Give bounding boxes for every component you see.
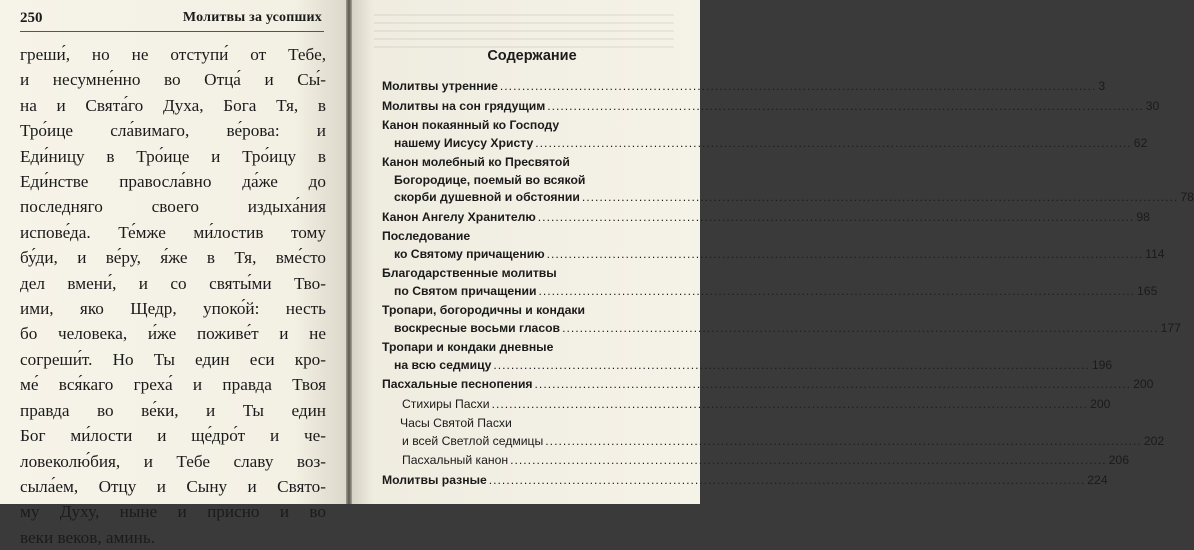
toc-page-number: 200 bbox=[1133, 377, 1154, 391]
leader-dots bbox=[547, 98, 1144, 116]
left-page bbox=[0, 0, 346, 547]
text-line: дел вмени́, и со святы́ми Тво- bbox=[20, 273, 326, 293]
toc-entry bbox=[382, 415, 1165, 450]
leader-dots bbox=[562, 320, 1159, 338]
toc-entry-title: скорби душевной и обстоянии bbox=[394, 190, 580, 204]
prayer-text bbox=[20, 42, 326, 550]
leader-dots bbox=[535, 135, 1132, 153]
text-line: ме́ вся́каго греха́ и правда Твоя bbox=[20, 375, 326, 395]
toc-entry bbox=[382, 376, 1154, 394]
page-number: 250 bbox=[20, 10, 43, 26]
text-line: ловеколю́бия, и Тебе славу воз- bbox=[20, 451, 326, 471]
toc-page-number: 224 bbox=[1087, 472, 1108, 487]
leader-dots bbox=[535, 376, 1132, 394]
toc-page-number: 3 bbox=[1098, 79, 1106, 93]
toc-entry-title: Молитвы разные bbox=[382, 472, 487, 487]
toc-entries bbox=[382, 78, 1194, 489]
toc-entry-title: и всей Светлой седмицы bbox=[402, 433, 544, 448]
text-line: Тро́ице сла́вимаго, ве́рова: и bbox=[20, 121, 326, 141]
toc-entry-title: Тропари и кондаки дневные bbox=[382, 340, 554, 354]
text-line: бо человека, и́же поживе́т и не bbox=[20, 324, 326, 344]
toc-page-number: 177 bbox=[1160, 320, 1181, 335]
toc-entry-title: Последование bbox=[382, 229, 471, 243]
toc-entry bbox=[382, 472, 1108, 490]
text-line: испове́да. Те́мже ми́лостив тому bbox=[20, 222, 326, 242]
leader-dots bbox=[545, 433, 1142, 451]
toc-entry-title: Пасхальный канон bbox=[402, 453, 509, 467]
toc-entry-title: Стихиры Пасхи bbox=[402, 396, 490, 411]
text-line: последняго своего издыха́ния bbox=[20, 197, 326, 217]
text-line: веки веков, аминь. bbox=[20, 527, 155, 547]
toc-entry bbox=[382, 98, 1160, 116]
toc-entry-title: нашему Иисусу Христу bbox=[394, 135, 534, 150]
leader-dots bbox=[493, 357, 1090, 375]
text-line: Еди́ницу в Тро́ице и Тро́ицу в bbox=[20, 146, 326, 166]
table-of-contents bbox=[382, 48, 1194, 491]
toc-page-number: 196 bbox=[1091, 357, 1113, 372]
toc-entry-title: Благодарственные молитвы bbox=[382, 266, 557, 280]
toc-entry-title: по Святом причащении bbox=[394, 283, 537, 298]
text-line: на и Свята́го Духа, Бога Тя, в bbox=[20, 95, 326, 115]
toc-entry bbox=[382, 117, 1148, 152]
text-line: правда во ве́ки, и Ты един bbox=[20, 400, 326, 420]
leader-dots bbox=[510, 452, 1107, 470]
toc-page-number: 30 bbox=[1145, 98, 1160, 113]
toc-entry-title: Пасхальные песнопения bbox=[382, 377, 533, 391]
toc-entry-title: Канон молебный ко Пресвятой bbox=[382, 155, 570, 169]
toc-page-number: 200 bbox=[1090, 396, 1111, 411]
text-line: Еди́нстве правосла́вно да́же до bbox=[20, 172, 326, 192]
toc-entry bbox=[382, 302, 1181, 337]
text-line: му Духу, ныне и присно и во bbox=[20, 502, 326, 522]
toc-page-number: 114 bbox=[1145, 246, 1165, 261]
right-page bbox=[352, 0, 1194, 504]
toc-page-number: 98 bbox=[1136, 209, 1150, 224]
toc-entry bbox=[382, 396, 1111, 414]
toc-page-number: 206 bbox=[1108, 453, 1129, 467]
toc-entry-title: Часы Святой Пасхи bbox=[400, 416, 512, 430]
toc-entry bbox=[382, 78, 1106, 96]
running-head: Молитвы за усопших bbox=[182, 10, 322, 25]
toc-entry-title: Богородице, поемый во всякой bbox=[394, 172, 586, 187]
text-line: сыла́ем, Отцу и Сыну и Свято- bbox=[20, 476, 326, 496]
toc-entry-title: Канон покаянный ко Господу bbox=[382, 118, 560, 132]
text-line: и несумне́нно во Отца́ и Сы́- bbox=[20, 70, 326, 90]
toc-entry-title: Тропари, богородичны и кондаки bbox=[382, 303, 585, 317]
toc-page-number: 202 bbox=[1143, 433, 1165, 448]
leader-dots bbox=[500, 78, 1097, 96]
toc-entry-title: ко Святому причащению bbox=[394, 246, 545, 261]
toc-entry bbox=[382, 154, 1194, 207]
toc-entry-title: Молитвы на сон грядущим bbox=[382, 98, 546, 113]
toc-entry-title: воскресные восьми гласов bbox=[394, 320, 561, 335]
toc-entry-title: Канон Ангелу Хранителю bbox=[382, 209, 536, 224]
toc-entry bbox=[382, 452, 1129, 470]
toc-entry-title: Молитвы утренние bbox=[382, 79, 498, 93]
text-line: согреши́т. Но Ты един еси кро- bbox=[20, 349, 326, 369]
toc-entry bbox=[382, 339, 1113, 374]
toc-entry bbox=[382, 265, 1158, 300]
text-line: бу́ди, и ве́ру, я́же в Тя, вме́сто bbox=[20, 248, 326, 268]
text-line: Бог ми́лости и ще́дро́т и че- bbox=[20, 426, 326, 446]
toc-entry bbox=[382, 209, 1150, 227]
toc-title: Содержание bbox=[487, 48, 577, 64]
page-header bbox=[20, 9, 324, 32]
toc-page-number: 78 bbox=[1180, 190, 1194, 204]
toc-entry bbox=[382, 228, 1165, 263]
text-line: греши́, но не отступи́ от Тебе, bbox=[20, 45, 326, 64]
leader-dots bbox=[547, 246, 1144, 264]
leader-dots bbox=[492, 396, 1089, 414]
toc-page-number: 62 bbox=[1133, 135, 1148, 150]
leader-dots bbox=[539, 283, 1136, 301]
toc-entry-title: на всю седмицу bbox=[394, 357, 492, 372]
text-line: ими, яко Щедр, упоко́й: несть bbox=[20, 299, 326, 319]
toc-page-number: 165 bbox=[1137, 283, 1158, 298]
leader-dots bbox=[582, 189, 1179, 207]
leader-dots bbox=[538, 209, 1135, 227]
leader-dots bbox=[489, 472, 1086, 490]
